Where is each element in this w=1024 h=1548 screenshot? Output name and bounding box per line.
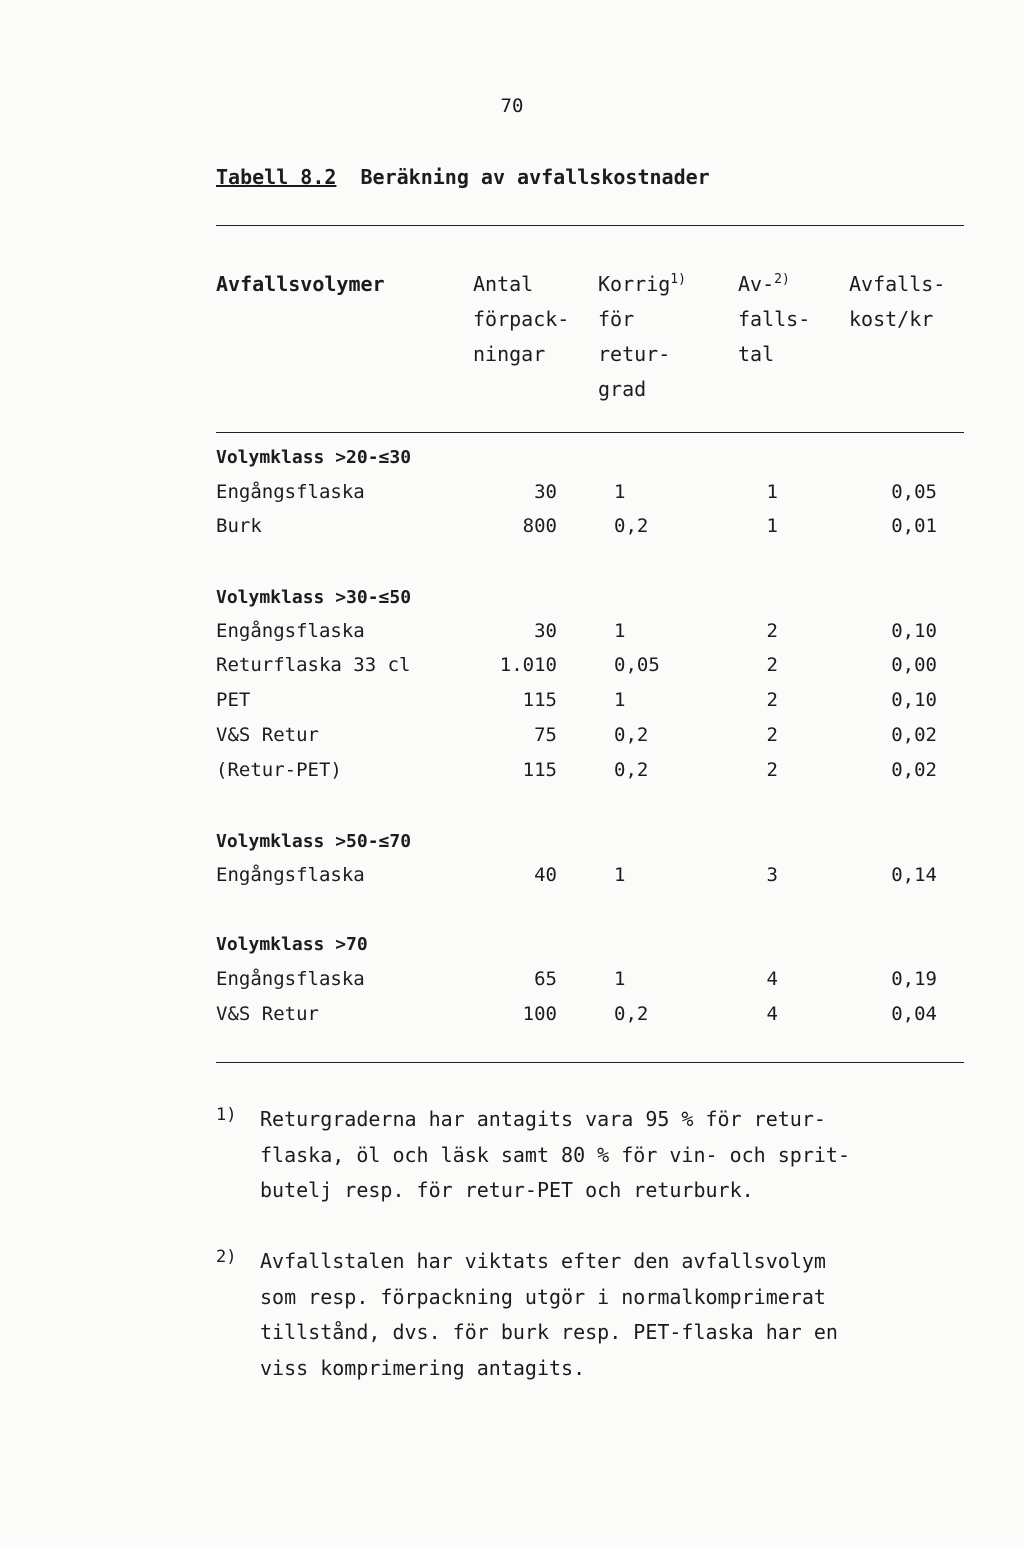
volume-class-heading: Volymklass >30-≤50 <box>216 587 412 608</box>
footnote-line: som resp. förpackning utgör i normalkomprimerat <box>260 1284 826 1309</box>
cell-avfallstal: 3 <box>766 864 778 886</box>
table-bottom-rule <box>216 1062 964 1063</box>
header-av <box>738 267 810 372</box>
cell-kost: 0,04 <box>891 1003 937 1025</box>
cell-korrig: 1 <box>614 689 626 711</box>
cell-kost: 0,14 <box>891 864 937 886</box>
cell-korrig: 0,2 <box>614 759 649 781</box>
volume-class-heading: Volymklass >70 <box>216 934 368 955</box>
header-kost <box>849 267 945 337</box>
footnote-line: tillstånd, dvs. för burk resp. PET-flaska har en <box>260 1320 838 1344</box>
cell-antal: 800 <box>522 515 557 537</box>
header-korrig-line: retur- <box>598 342 671 366</box>
footnote <box>0 1102 1024 1212</box>
cell-antal: 115 <box>522 759 557 781</box>
table-row <box>0 1003 1024 1033</box>
footnote-line: Returgraderna har antagits vara 95 % för retur- <box>260 1107 826 1131</box>
cell-name: Burk <box>216 515 262 537</box>
cell-name: Engångsflaska <box>216 968 365 990</box>
cell-name: Engångsflaska <box>216 864 365 886</box>
footnote <box>0 1244 1024 1389</box>
cell-kost: 0,10 <box>891 689 937 711</box>
cell-antal: 100 <box>522 1003 557 1025</box>
header-av-line: falls- <box>738 307 811 331</box>
cell-antal: 30 <box>534 620 557 642</box>
footnote-text <box>260 1244 838 1386</box>
table-row <box>0 515 1024 545</box>
cell-antal: 30 <box>534 481 557 503</box>
cell-antal: 65 <box>534 968 557 990</box>
footnote-line: butelj resp. för retur-PET och returburk. <box>260 1178 754 1202</box>
cell-name: V&S Retur <box>216 724 319 746</box>
cell-kost: 0,10 <box>891 620 937 642</box>
table-row <box>0 689 1024 719</box>
cell-antal: 75 <box>534 724 557 746</box>
cell-avfallstal: 4 <box>766 1003 778 1025</box>
page-number: 70 <box>500 95 524 117</box>
header-korrig-line: för <box>598 307 635 331</box>
header-korrig <box>598 267 686 407</box>
cell-korrig: 1 <box>614 968 626 990</box>
cell-antal: 115 <box>522 689 557 711</box>
cell-avfallstal: 2 <box>766 620 778 642</box>
cell-antal: 40 <box>534 864 557 886</box>
cell-korrig: 0,2 <box>614 724 649 746</box>
table-row <box>0 864 1024 894</box>
cell-name: Engångsflaska <box>216 620 365 642</box>
cell-kost: 0,19 <box>891 968 937 990</box>
cell-name: V&S Retur <box>216 1003 319 1025</box>
footnote-ref-2: 2) <box>774 272 790 287</box>
cell-kost: 0,00 <box>891 654 937 676</box>
cell-kost: 0,05 <box>891 481 937 503</box>
cell-name: PET <box>216 689 251 711</box>
volume-class-heading: Volymklass >50-≤70 <box>216 831 412 852</box>
cell-korrig: 1 <box>614 620 626 642</box>
table-caption <box>216 165 710 189</box>
cell-avfallstal: 2 <box>766 689 778 711</box>
cell-kost: 0,02 <box>891 724 937 746</box>
header-kost-line: kost/kr <box>849 307 934 331</box>
table-row <box>0 620 1024 650</box>
footnote-line: flaska, öl och läsk samt 80 % för vin- och sprit- <box>260 1142 851 1167</box>
footnote-line: viss komprimering antagits. <box>260 1355 586 1380</box>
table-row <box>0 724 1024 754</box>
footnote-mark: 2) <box>216 1247 237 1267</box>
cell-name: (Retur-PET) <box>216 759 342 781</box>
header-kost-line: Avfalls- <box>849 272 946 296</box>
header-av-line: tal <box>738 342 775 366</box>
cell-avfallstal: 4 <box>766 968 778 990</box>
cell-korrig: 0,05 <box>614 654 660 676</box>
header-antal-line: ningar <box>473 342 546 366</box>
cell-avfallstal: 2 <box>766 759 778 781</box>
cell-avfallstal: 1 <box>766 481 778 503</box>
table-caption-title: Beräkning av avfallskostnader <box>360 165 710 189</box>
cell-kost: 0,01 <box>891 515 937 537</box>
footnote-text <box>260 1102 850 1209</box>
cell-name: Engångsflaska <box>216 481 365 503</box>
cell-avfallstal: 2 <box>766 724 778 746</box>
header-korrig-line: grad <box>598 377 647 401</box>
table-row <box>0 968 1024 998</box>
table-top-rule <box>216 225 964 226</box>
cell-name: Returflaska 33 cl <box>216 654 411 676</box>
table-row <box>0 654 1024 684</box>
table-row <box>0 481 1024 511</box>
header-korrig-word: Korrig <box>598 272 671 296</box>
cell-korrig: 1 <box>614 864 626 886</box>
cell-korrig: 0,2 <box>614 515 649 537</box>
table-caption-label: Tabell 8.2 <box>216 165 337 189</box>
header-avfallsvolymer: Avfallsvolymer <box>216 272 385 296</box>
header-antal <box>473 267 569 372</box>
cell-korrig: 1 <box>614 481 626 503</box>
footnote-mark: 1) <box>216 1105 237 1125</box>
cell-avfallstal: 1 <box>766 515 778 537</box>
footnote-line: Avfallstalen har viktats efter den avfallsvolym <box>260 1249 826 1273</box>
header-antal-line: förpack- <box>473 307 570 331</box>
table-row <box>0 759 1024 789</box>
footnote-ref-1: 1) <box>670 272 686 287</box>
volume-class-heading: Volymklass >20-≤30 <box>216 447 412 468</box>
cell-antal: 1.010 <box>499 654 557 676</box>
header-bottom-rule <box>216 432 964 433</box>
header-av-word: Av- <box>738 272 775 296</box>
cell-kost: 0,02 <box>891 759 937 781</box>
cell-avfallstal: 2 <box>766 654 778 676</box>
cell-korrig: 0,2 <box>614 1003 649 1025</box>
header-antal-line: Antal <box>473 272 534 296</box>
